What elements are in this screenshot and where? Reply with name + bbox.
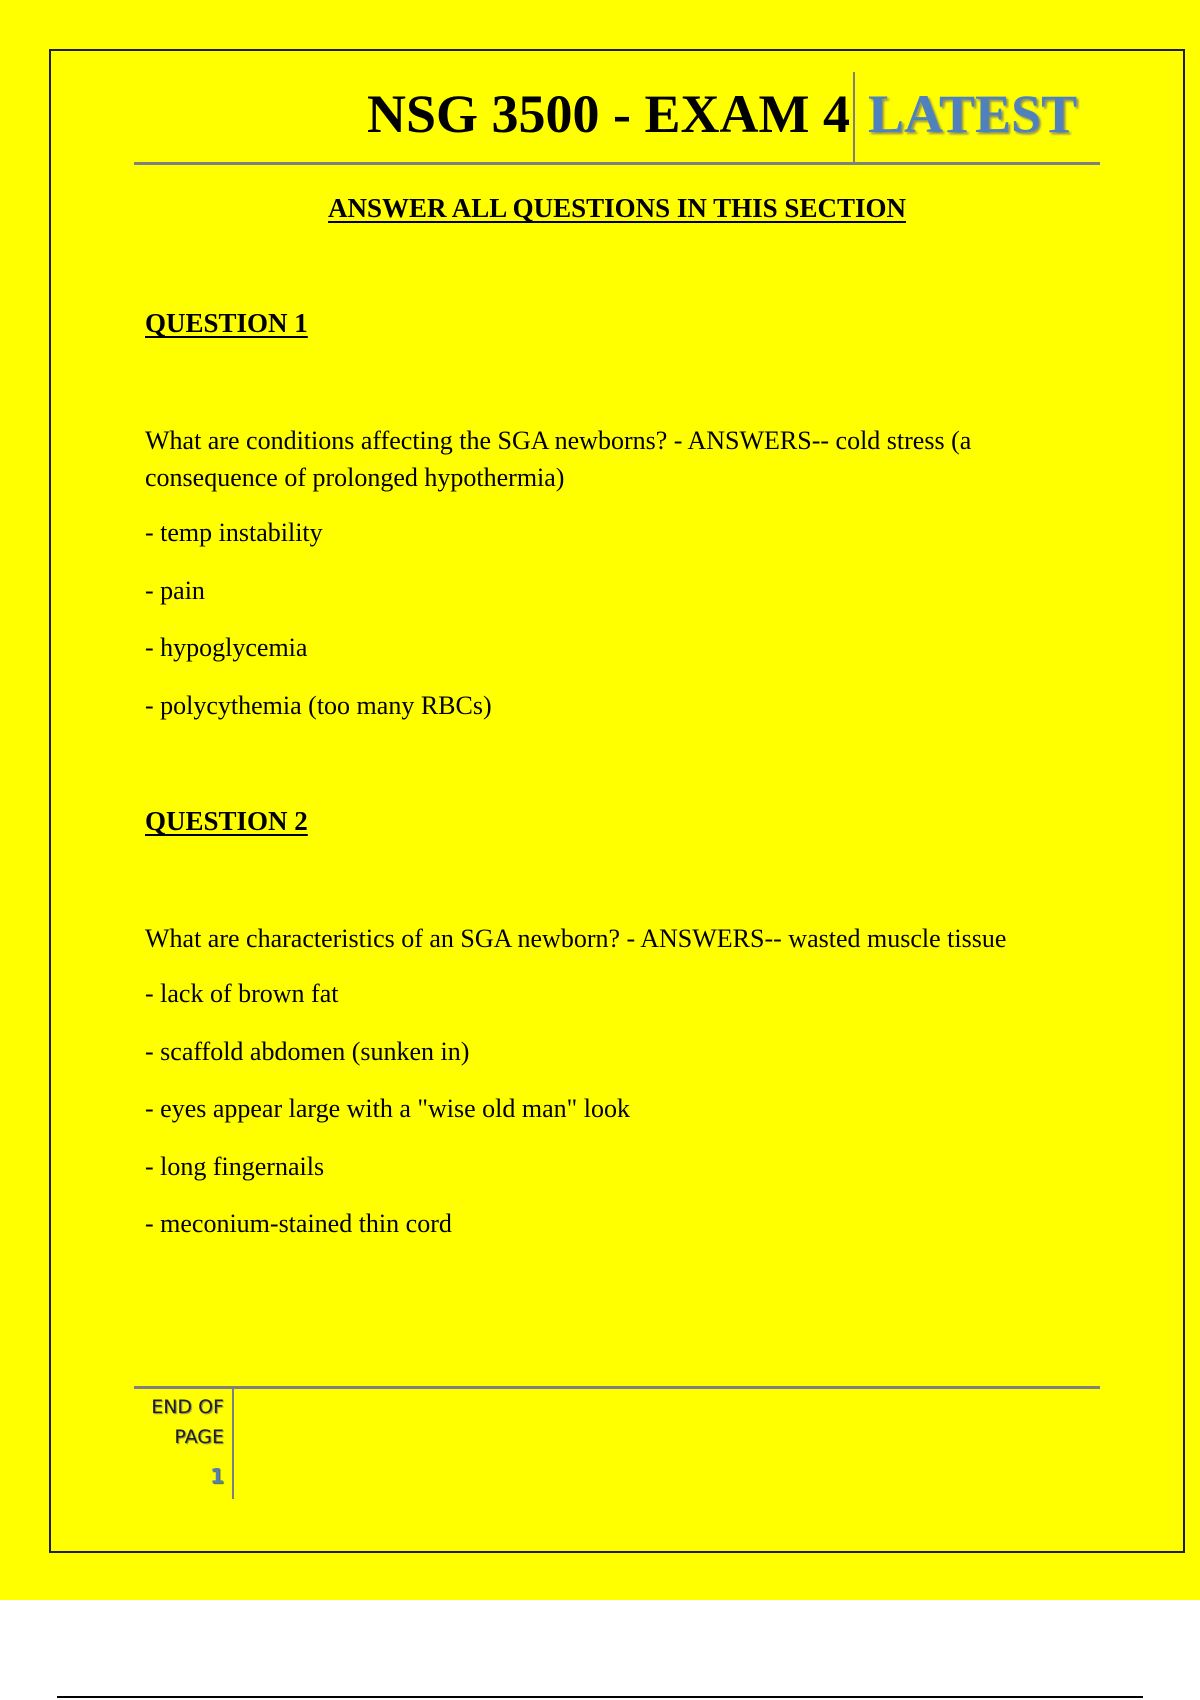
footer-label-line-2: PAGE — [174, 1426, 224, 1448]
question-1-prompt: What are conditions affecting the SGA newborns? - ANSWERS-- cold stress (a consequence of prolonged hypothermia) — [145, 426, 972, 492]
section-heading-text: ANSWER ALL QUESTIONS IN THIS SECTION — [328, 193, 906, 223]
question-2-bullet: - meconium-stained thin cord — [145, 1209, 452, 1238]
question-1-bullet: - pain — [145, 576, 205, 605]
question-2-bullet: - eyes appear large with a "wise old man" look — [145, 1094, 630, 1123]
footer-end-of-page-label — [136, 1392, 224, 1452]
title-block — [134, 72, 1100, 164]
question-2-bullet: - scaffold abdomen (sunken in) — [145, 1037, 470, 1066]
page-border — [49, 49, 1185, 1553]
title-rule — [134, 162, 1100, 165]
title-accent-label: LATEST — [868, 84, 1078, 144]
question-2-prompt: What are characteristics of an SGA newborn? - ANSWERS-- wasted muscle tissue — [145, 924, 1007, 953]
footer-page-number: 1 — [210, 1464, 224, 1488]
document-title: NSG 3500 - EXAM 4 — [367, 84, 850, 144]
question-1-heading: QUESTION 1 — [145, 308, 308, 338]
question-2-bullet: - long fingernails — [145, 1152, 325, 1181]
footer-label-line-1: END OF — [151, 1396, 224, 1418]
question-1-bullet: - temp instability — [145, 518, 323, 547]
question-2-bullet: - lack of brown fat — [145, 979, 339, 1008]
footer-rule — [134, 1386, 1100, 1389]
question-1-bullet: - hypoglycemia — [145, 633, 308, 662]
footer-divider — [232, 1389, 234, 1499]
title-divider — [853, 72, 855, 164]
question-2-heading: QUESTION 2 — [145, 806, 308, 836]
bottom-separator-line — [57, 1696, 1143, 1698]
section-heading — [134, 193, 1100, 224]
question-1-bullet: - polycythemia (too many RBCs) — [145, 691, 492, 720]
